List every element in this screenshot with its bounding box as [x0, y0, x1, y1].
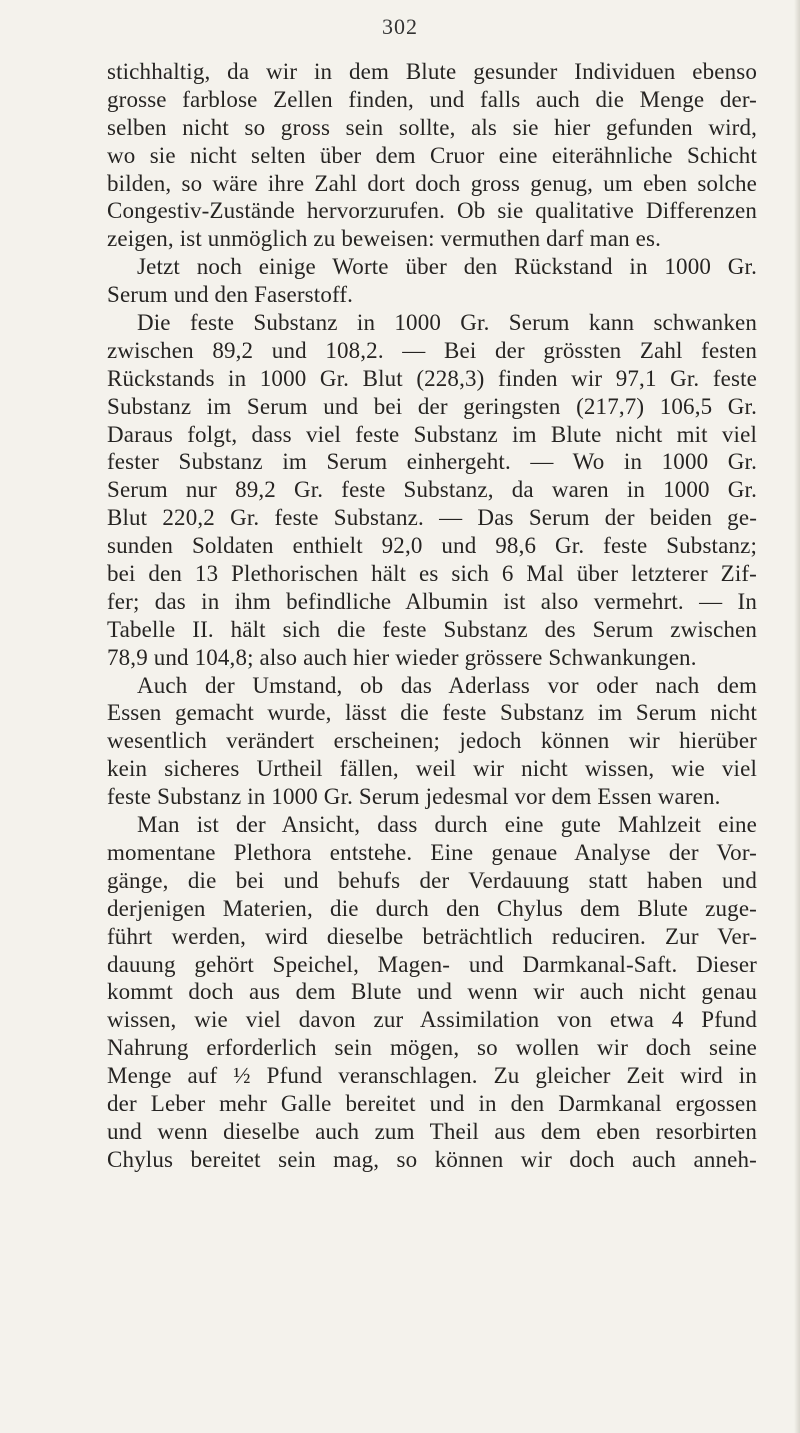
text-line: bilden, so wäre ihre Zahl dort doch gross genug, um eben solche	[107, 170, 757, 196]
text-line: führt werden, wird dieselbe beträchtlich reduciren. Zur Ver-	[107, 923, 757, 949]
text-line: Serum nur 89,2 Gr. feste Substanz, da waren in 1000 Gr.	[107, 477, 757, 503]
text-line: fester Substanz im Serum einhergeht. — Wo in 1000 Gr.	[107, 449, 757, 475]
text-line: Menge auf ½ Pfund veranschlagen. Zu gleicher Zeit wird in	[107, 1063, 757, 1089]
text-line: Daraus folgt, dass viel feste Substanz im Blute nicht mit viel	[107, 421, 757, 447]
text-line: Nahrung erforderlich sein mögen, so wollen wir doch seine	[107, 1035, 757, 1061]
body-text	[107, 58, 757, 1174]
text-line: momentane Plethora entstehe. Eine genaue Analyse der Vor-	[107, 839, 757, 865]
text-line: wo sie nicht selten über dem Cruor eine eiterähnliche Schicht	[107, 142, 757, 168]
text-line: Die feste Substanz in 1000 Gr. Serum kann schwanken	[137, 310, 757, 336]
text-line: Substanz im Serum und bei der geringsten (217,7) 106,5 Gr.	[107, 393, 757, 419]
text-line: Tabelle II. hält sich die feste Substanz des Serum zwischen	[107, 616, 757, 642]
text-line: wesentlich verändert erscheinen; jedoch können wir hierüber	[107, 728, 757, 754]
text-line: zeigen, ist unmöglich zu beweisen: vermuthen darf man es.	[107, 226, 661, 252]
page-number: 302	[382, 14, 418, 39]
text-line: bei den 13 Plethorischen hält es sich 6 Mal über letzterer Zif-	[107, 561, 757, 587]
text-line: selben nicht so gross sein sollte, als sie hier gefunden wird,	[107, 114, 757, 140]
text-line: grosse farblose Zellen finden, und falls auch die Menge der-	[107, 86, 757, 112]
text-line: feste Substanz in 1000 Gr. Serum jedesmal vor dem Essen waren.	[107, 784, 721, 810]
text-line: Auch der Umstand, ob das Aderlass vor oder nach dem	[137, 672, 757, 698]
text-line: derjenigen Materien, die durch den Chylus dem Blute zuge-	[107, 895, 757, 921]
text-line: und wenn dieselbe auch zum Theil aus dem eben resorbirten	[107, 1118, 757, 1144]
text-line: Jetzt noch einige Worte über den Rückstand in 1000 Gr.	[137, 254, 757, 280]
text-line: Congestiv-Zustände hervorzurufen. Ob sie qualitative Differenzen	[107, 198, 757, 224]
text-line: Blut 220,2 Gr. feste Substanz. — Das Serum der beiden ge-	[107, 505, 757, 531]
text-line: Rückstands in 1000 Gr. Blut (228,3) finden wir 97,1 Gr. feste	[107, 365, 757, 391]
text-line: Chylus bereitet sein mag, so können wir doch auch anneh-	[107, 1146, 757, 1172]
text-line: gänge, die bei und behufs der Verdauung statt haben und	[107, 867, 757, 893]
text-line: wissen, wie viel davon zur Assimilation von etwa 4 Pfund	[107, 1007, 757, 1033]
text-line: zwischen 89,2 und 108,2. — Bei der grössten Zahl festen	[107, 337, 757, 363]
text-line: der Leber mehr Galle bereitet und in den Darmkanal ergossen	[107, 1090, 757, 1116]
text-line: stichhaltig, da wir in dem Blute gesunder Individuen ebenso	[107, 59, 757, 84]
text-line: dauung gehört Speichel, Magen- und Darmkanal-Saft. Dieser	[107, 951, 757, 977]
text-line: 78,9 und 104,8; also auch hier wieder grössere Schwankungen.	[107, 644, 697, 670]
text-line: Serum und den Faserstoff.	[107, 282, 354, 308]
page-edge-shadow	[794, 0, 800, 1433]
text-line: Essen gemacht wurde, lässt die feste Substanz im Serum nicht	[107, 700, 757, 726]
text-line: sunden Soldaten enthielt 92,0 und 98,6 Gr. feste Substanz;	[107, 533, 757, 559]
text-line: kommt doch aus dem Blute und wenn wir auch nicht genau	[107, 979, 757, 1005]
text-line: Man ist der Ansicht, dass durch eine gute Mahlzeit eine	[137, 812, 757, 838]
text-line: fer; das in ihm befindliche Albumin ist also vermehrt. — In	[107, 588, 757, 614]
text-line: kein sicheres Urtheil fällen, weil wir nicht wissen, wie viel	[107, 756, 757, 782]
